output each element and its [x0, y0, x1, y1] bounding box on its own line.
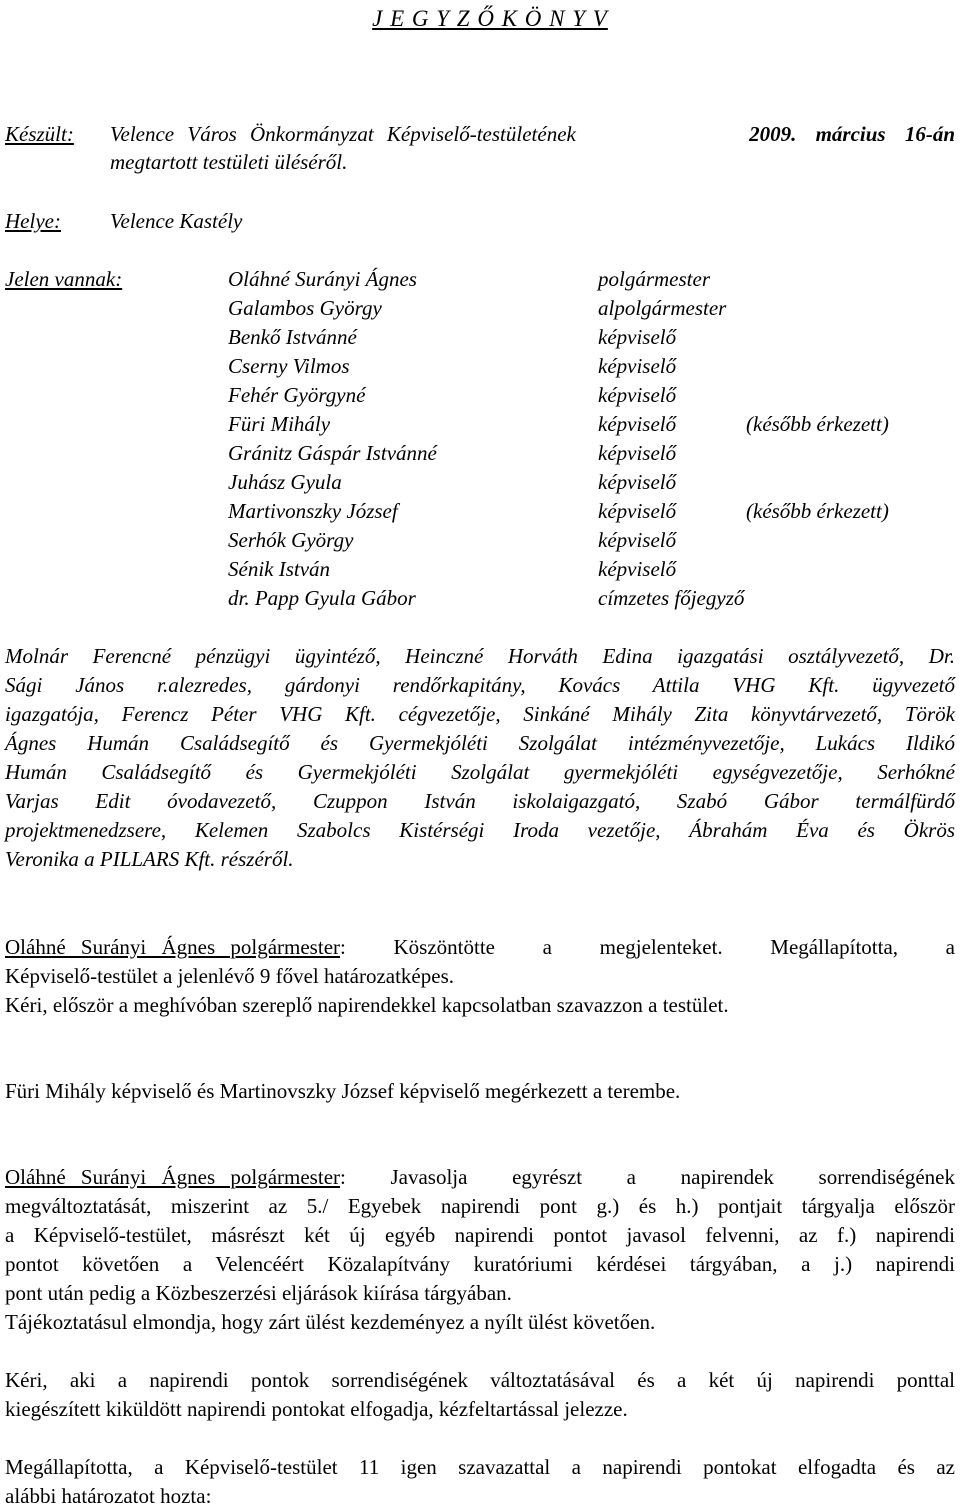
para3-line: pont után pedig a Közbeszerzési eljárások kiírása tárgyában. — [5, 1281, 512, 1305]
keszult-body: Velence Város Önkormányzat Képviselő-testületének — [110, 122, 576, 146]
attendee-role: képviselő — [598, 441, 677, 465]
attendee-role: címzetes főjegyző — [598, 586, 745, 610]
keszult-label: Készült: — [5, 122, 74, 146]
keszult-line2: megtartott testületi üléséről. — [110, 150, 348, 174]
attendee-role: képviselő — [598, 383, 677, 407]
para1-line2: Képviselő-testület a jelenlévő 9 fővel határozatképes. — [5, 964, 454, 988]
guests-line: Ágnes Humán Családsegítő és Gyermekjóléti Szolgálat intézményvezetője, Lukács Ildikó — [5, 731, 955, 755]
attendee-role: képviselő — [598, 528, 677, 552]
attendee-role: képviselő — [598, 325, 677, 349]
document-title: J E G Y Z Ő K Ö N Y V — [372, 6, 608, 31]
attendee-name: Gránitz Gáspár Istvánné — [228, 441, 437, 465]
para3-line: pontot követően a Velencéért Közalapítvány kuratóriumi kérdései tárgyában, a j.) napirendi — [5, 1252, 955, 1276]
attendee-name: Fehér Györgyné — [228, 383, 366, 407]
para1-line3: Kéri, először a meghívóban szereplő napirendekkel kapcsolatban szavazzon a testület. — [5, 993, 729, 1017]
guests-line: Veronika a PILLARS Kft. részéről. — [5, 847, 294, 871]
para3-line1 — [5, 1163, 955, 1192]
keszult-date: 2009. március 16-án — [749, 122, 955, 146]
para4-line2: kiegészített kiküldött napirendi pontokat elfogadja, kézfeltartással jelezze. — [5, 1397, 628, 1421]
attendee-note: (később érkezett) — [746, 499, 889, 523]
para1-line1 — [5, 933, 955, 962]
attendee-role: képviselő — [598, 470, 677, 494]
attendee-name: Cserny Vilmos — [228, 354, 350, 378]
para2-line: Füri Mihály képviselő és Martinovszky József képviselő megérkezett a terembe. — [5, 1079, 681, 1103]
helye-value: Velence Kastély — [110, 209, 243, 233]
para3-line: a Képviselő-testület, másrészt két új egyéb napirendi pontot javasol felvenni, az f.) napirendi — [5, 1223, 955, 1247]
attendee-name: Galambos György — [228, 296, 382, 320]
attendee-role: képviselő — [598, 499, 677, 523]
para3-line: megváltoztatását, miszerint az 5./ Egyebek napirendi pont g.) és h.) pontjait tárgyalja először — [5, 1194, 955, 1218]
speaker-label: Oláhné Surányi Ágnes polgármester — [5, 935, 341, 959]
guests-line: Humán Családsegítő és Gyermekjóléti Szolgálat gyermekjóléti egységvezetője, Serhókné — [5, 760, 955, 784]
para5-line2: alábbi határozatot hozta: — [5, 1484, 212, 1508]
attendee-name: dr. Papp Gyula Gábor — [228, 586, 416, 610]
jelen-label: Jelen vannak: — [5, 267, 123, 291]
attendee-name: Martivonszky József — [228, 499, 398, 523]
para1-text: : Köszöntötte a megjelenteket. Megállapította, a — [340, 935, 955, 959]
attendee-role: polgármester — [598, 267, 710, 291]
attendee-role: alpolgármester — [598, 296, 727, 320]
guests-line: projektmenedzsere, Kelemen Szabolcs Kistérségi Iroda vezetője, Ábrahám Éva és Ökrös — [5, 818, 955, 842]
keszult-line1 — [110, 120, 955, 149]
helye-label: Helye: — [5, 209, 61, 233]
attendee-name: Benkő Istvánné — [228, 325, 357, 349]
para3-info: Tájékoztatásul elmondja, hogy zárt ülést kezdeményez a nyílt ülést követően. — [5, 1310, 656, 1334]
attendee-name: Juhász Gyula — [228, 470, 342, 494]
guests-line: igazgatója, Ferencz Péter VHG Kft. cégvezetője, Sinkáné Mihály Zita könyvtárvezető, Török — [5, 702, 955, 726]
para4-line1: Kéri, aki a napirendi pontok sorrendiségének változtatásával és a két új napirendi ponttal — [5, 1368, 955, 1392]
attendee-name: Serhók György — [228, 528, 354, 552]
para5-line1: Megállapította, a Képviselő-testület 11 igen szavazattal a napirendi pontokat elfogadta és az — [5, 1455, 955, 1479]
attendee-name: Sénik István — [228, 557, 331, 581]
guests-line: Varjas Edit óvodavezető, Czuppon István iskolaigazgató, Szabó Gábor termálfürdő — [5, 789, 955, 813]
attendee-role: képviselő — [598, 412, 677, 436]
attendee-note: (később érkezett) — [746, 412, 889, 436]
attendee-name: Oláhné Surányi Ágnes — [228, 267, 417, 291]
guests-line: Molnár Ferencné pénzügyi ügyintéző, Heinczné Horváth Edina igazgatási osztályvezető, Dr. — [5, 644, 955, 668]
guests-line: Sági János r.alezredes, gárdonyi rendőrkapitány, Kovács Attila VHG Kft. ügyvezető — [5, 673, 955, 697]
para3-text: : Javasolja egyrészt a napirendek sorrendiségének — [340, 1165, 955, 1189]
speaker-label: Oláhné Surányi Ágnes polgármester — [5, 1165, 341, 1189]
attendee-role: képviselő — [598, 557, 677, 581]
attendee-role: képviselő — [598, 354, 677, 378]
attendee-name: Füri Mihály — [228, 412, 331, 436]
